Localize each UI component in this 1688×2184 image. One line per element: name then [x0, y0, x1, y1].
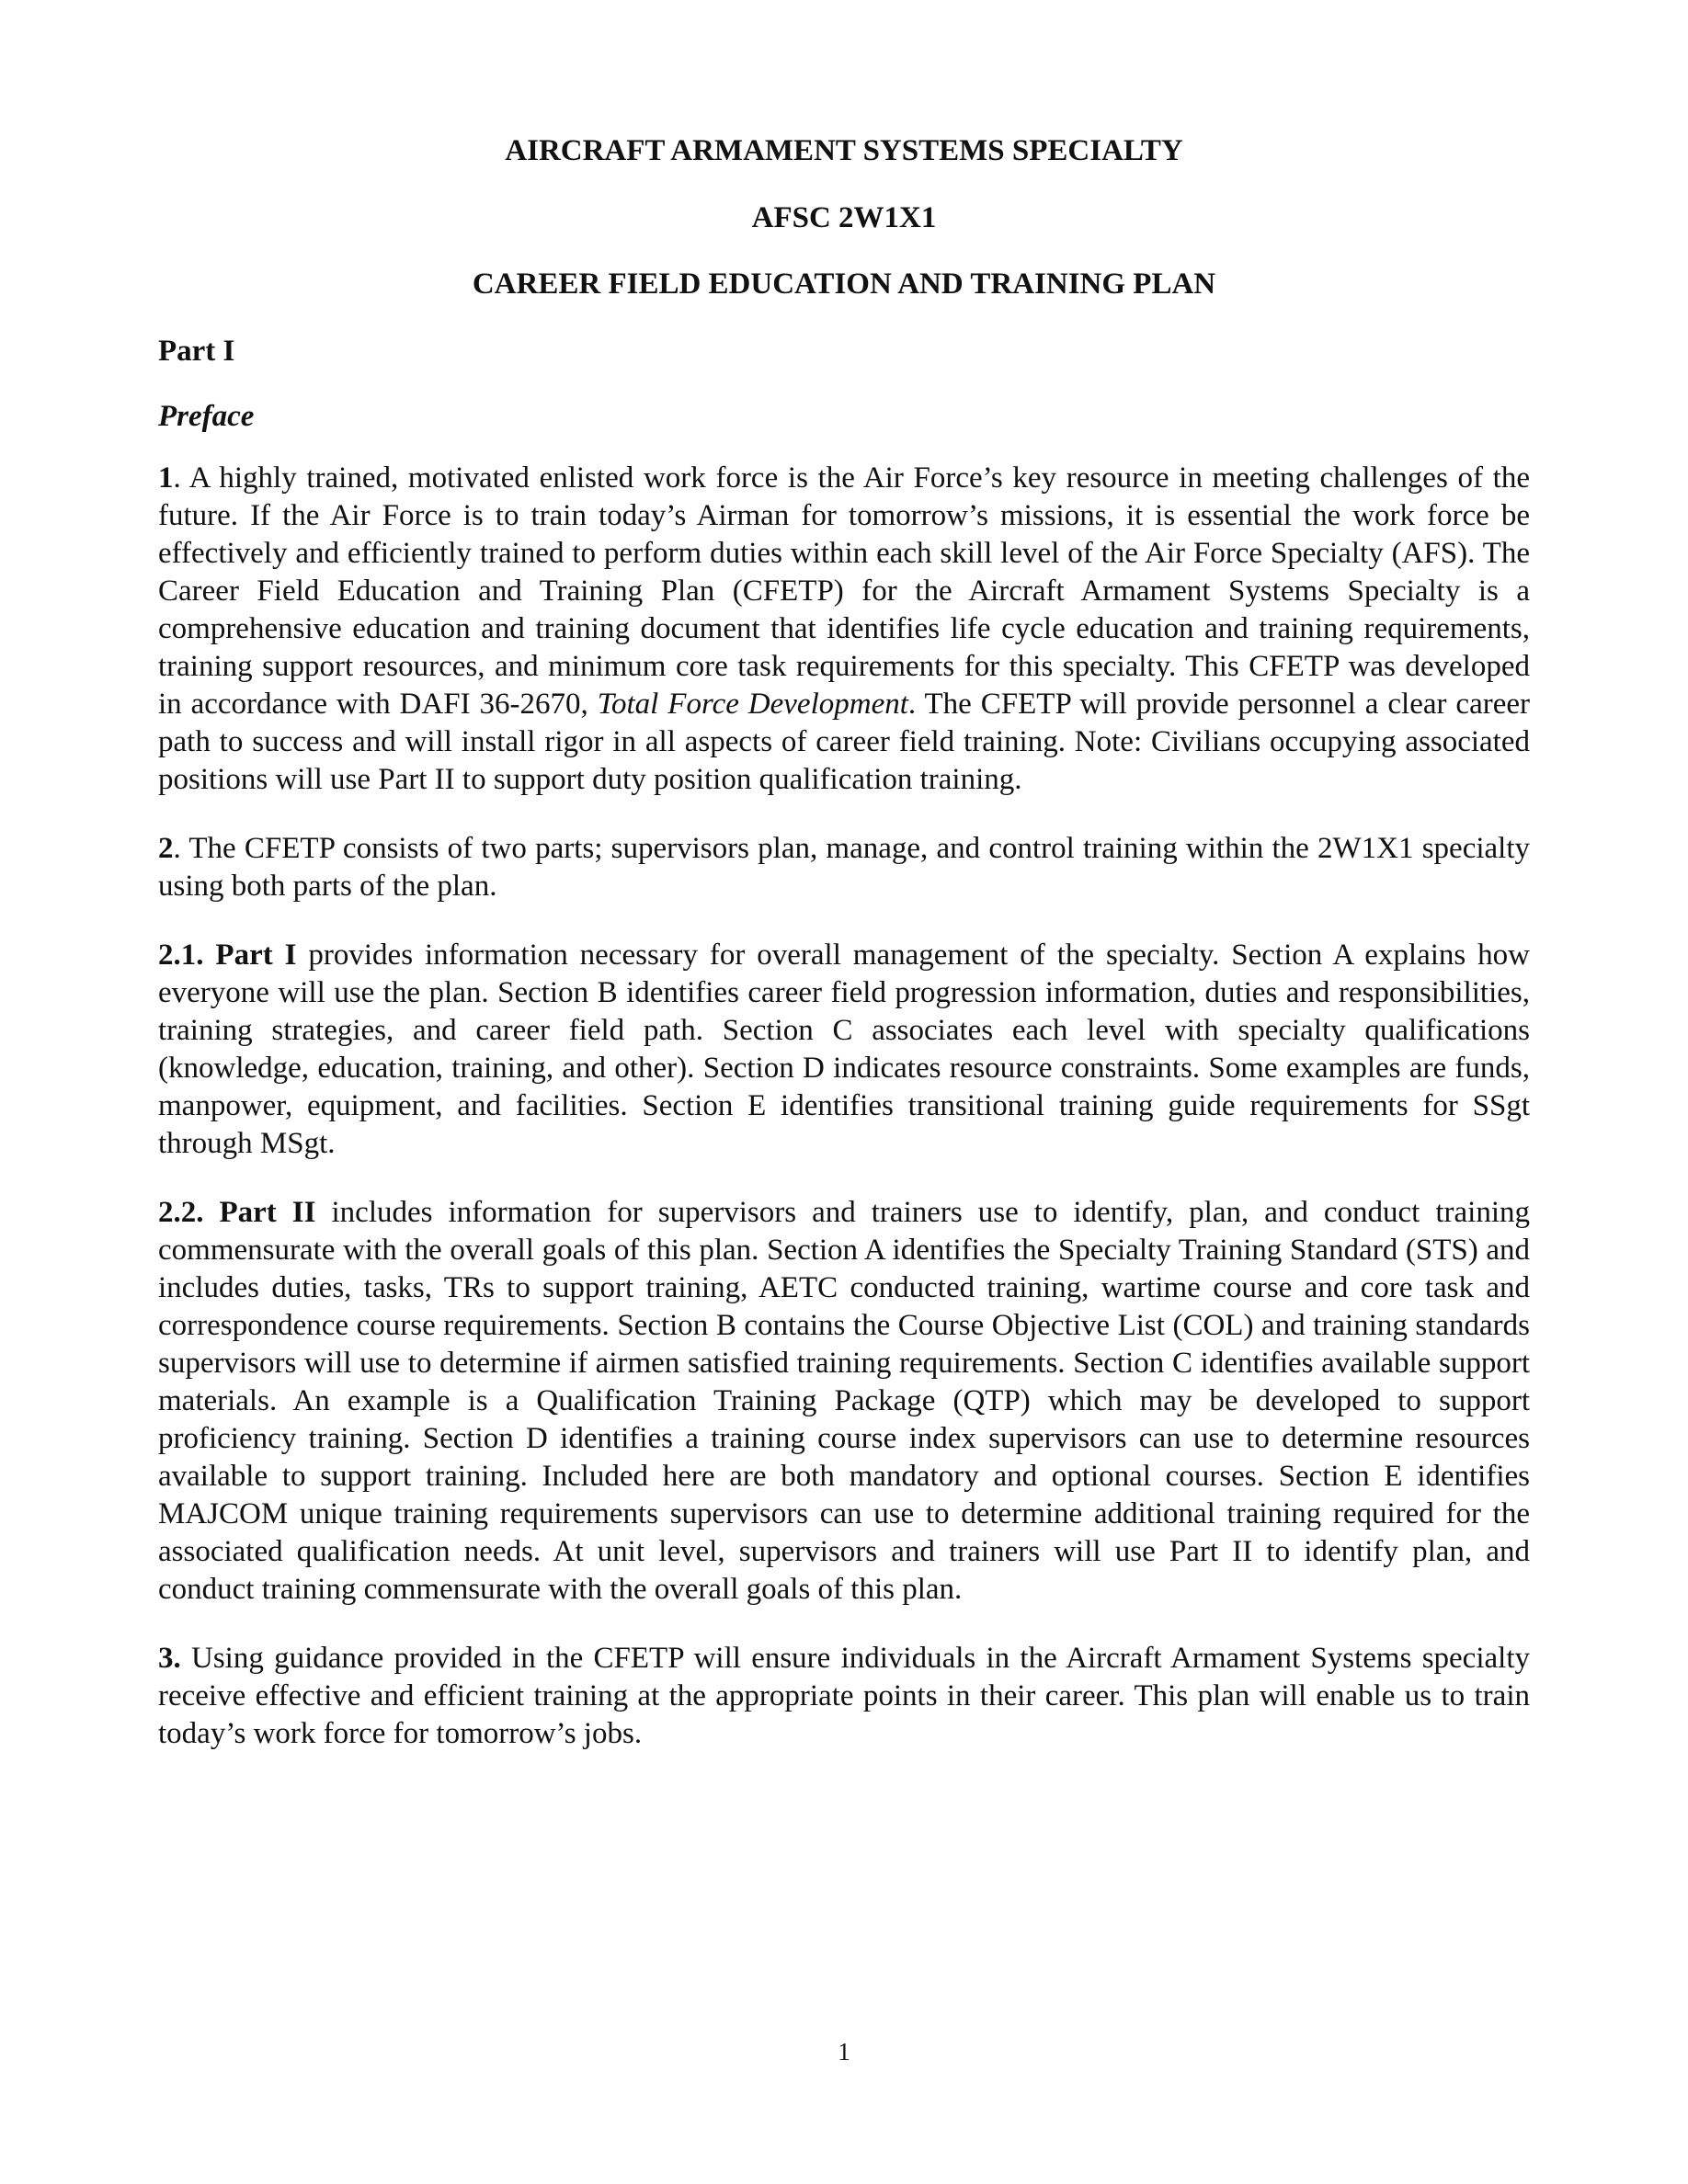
page-content — [158, 133, 1530, 1784]
paragraph-text: Using guidance provided in the CFETP will ensure individuals in the Aircraft Armament Systems specialty receive effective and efficient training at the appropriate points in their career. This plan will enable us to train today’s work force for tomorrow’s jobs. — [158, 1641, 1530, 1750]
afsc-code: AFSC 2W1X1 — [751, 200, 937, 234]
paragraph-2-1 — [158, 937, 1530, 1163]
paragraph-2 — [158, 830, 1530, 905]
paragraph-text-continued: . The CFETP will provide personnel a clear career path to success and will install rigor in all aspects of career field training. Note: Civilians occupying associated positions will use Part II to support duty position qualification training. — [158, 687, 1530, 796]
page-number: 1 — [838, 2038, 850, 2065]
paragraph-text: . A highly trained, motivated enlisted work force is the Air Force’s key resource in meeting challenges of the future. If the Air Force is to train today’s Airman for tomorrow’s missions, it is essential the work force be effectively and efficiently trained to perform duties within each skill level of the Air Force Specialty (AFS). The Career Field Education and Training Plan (CFETP) for the Aircraft Armament Systems Specialty is a comprehensive education and training document that identifies life cycle education and training requirements, training support resources, and minimum core task requirements for this specialty. This CFETP was developed in accordance with DAFI 36-2670, — [158, 461, 1530, 721]
paragraph-number: 2.2. Part II — [158, 1195, 316, 1229]
paragraph-text: provides information necessary for overall management of the specialty. Section A explains how everyone will use the plan. Section B identifies career field progression information, duties and responsibilities, training strategies, and career field path. Section C associates each level with specialty qualifications (knowledge, education, training, and other). Section D indicates resource constraints. Some examples are funds, manpower, equipment, and facilities. Section E identifies transitional training guide requirements for SSgt through MSgt. — [158, 938, 1530, 1160]
paragraph-number: 1 — [158, 461, 174, 495]
paragraph-number: 2 — [158, 831, 174, 865]
paragraph-text: . The CFETP consists of two parts; supervisors plan, manage, and control training within the 2W1X1 specialty using both parts of the plan. — [158, 831, 1530, 903]
paragraph-number: 2.1. Part I — [158, 938, 297, 972]
paragraph-text: includes information for supervisors and trainers use to identify, plan, and conduct training commensurate with the overall goals of this plan. Section A identifies the Specialty Training Standard (STS) and includes duties, tasks, TRs to support training, AETC conducted training, wartime course and core task and correspondence course requirements. Section B contains the Course Objective List (COL) and training standards supervisors will use to determine if airmen satisfied training requirements. Section C identifies available support materials. An example is a Qualification Training Package (QTP) which may be developed to support proficiency training. Section D identifies a training course index supervisors can use to determine resources available to support training. Included here are both mandatory and optional courses. Section E identifies MAJCOM unique training requirements supervisors can use to determine additional training required for the associated qualification needs. At unit level, supervisors and trainers will use Part II to identify plan, and conduct training commensurate with the overall goals of this plan. — [158, 1195, 1530, 1606]
publication-title: Total Force Development — [597, 687, 908, 721]
preface-heading: Preface — [158, 400, 255, 434]
part-heading: Part I — [158, 334, 235, 368]
plan-title: CAREER FIELD EDUCATION AND TRAINING PLAN — [472, 267, 1216, 301]
document-title: AIRCRAFT ARMAMENT SYSTEMS SPECIALTY — [505, 134, 1183, 167]
paragraph-3 — [158, 1640, 1530, 1753]
paragraph-1 — [158, 460, 1530, 799]
paragraph-number: 3. — [158, 1641, 181, 1675]
paragraph-2-2 — [158, 1194, 1530, 1609]
